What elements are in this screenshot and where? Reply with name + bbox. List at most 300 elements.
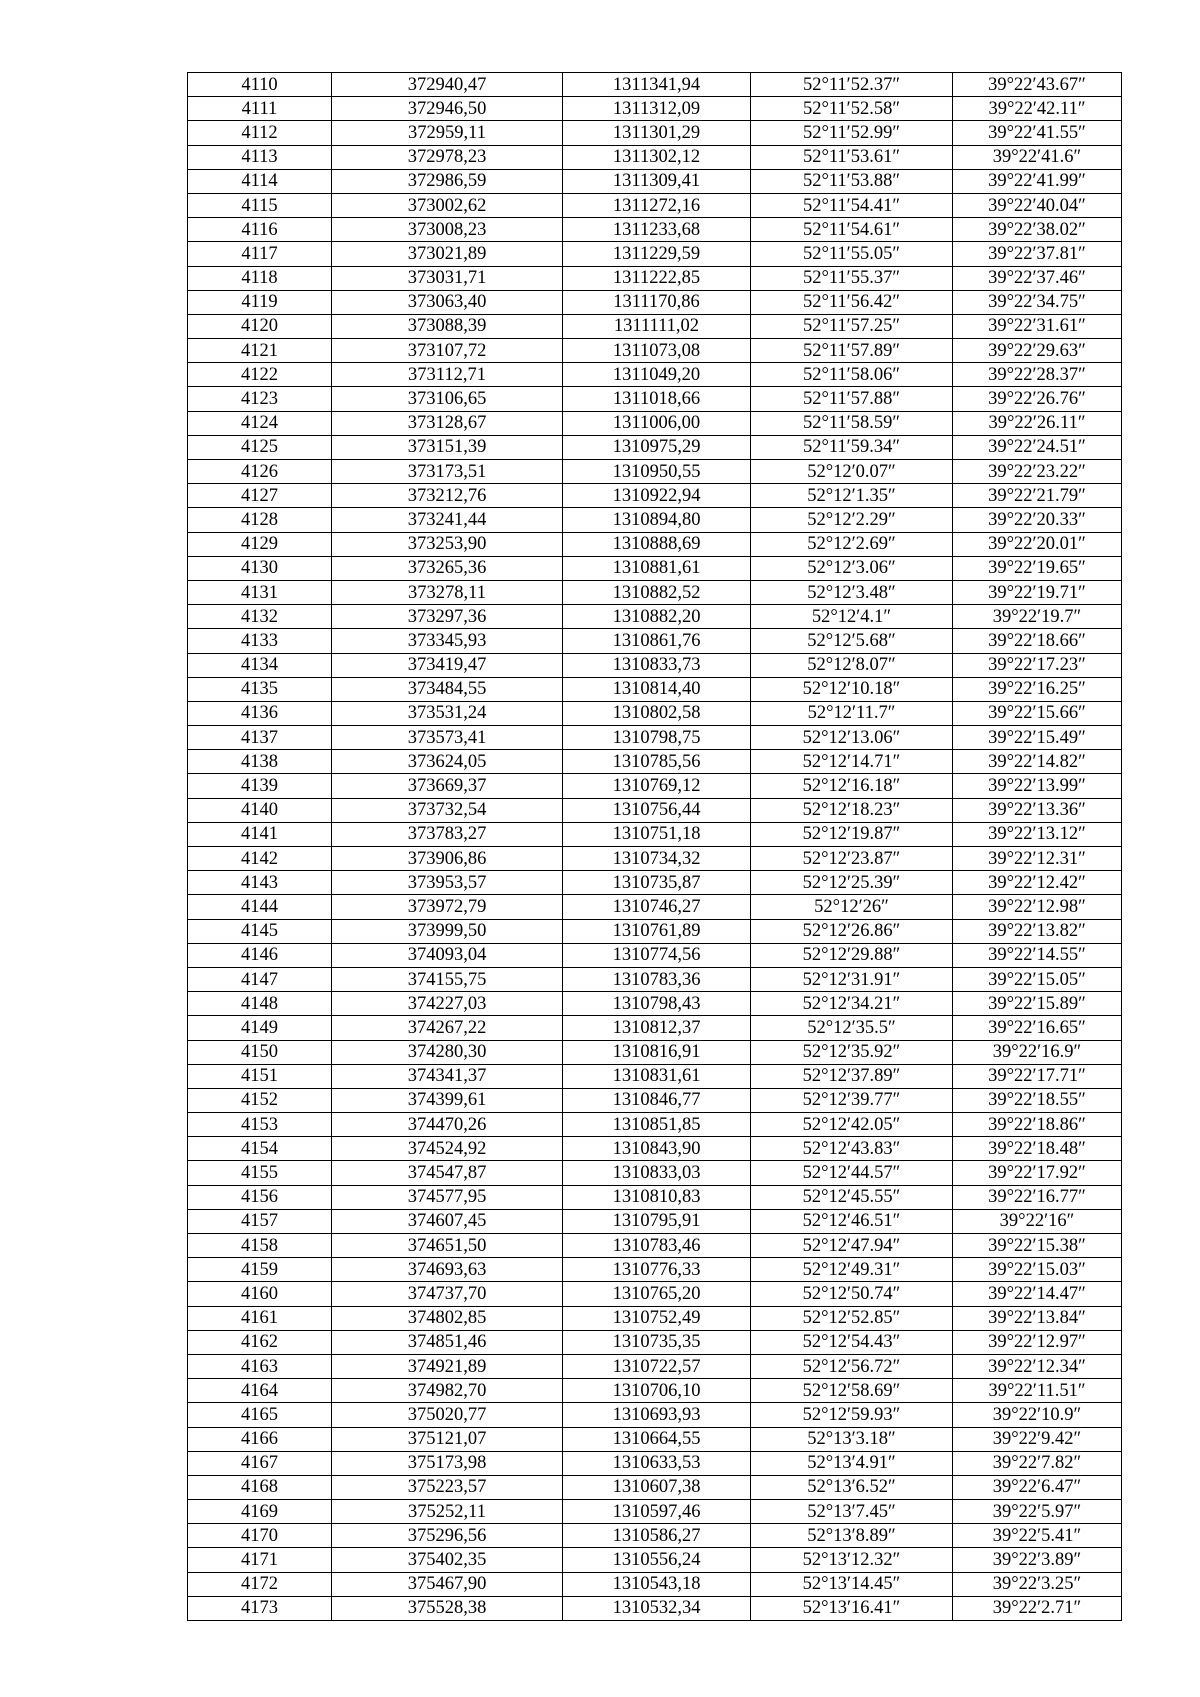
y-coordinate-cell: 1310664,55 <box>563 1427 751 1451</box>
x-coordinate-cell: 374802,85 <box>332 1306 563 1330</box>
latitude-cell: 52°12′19.87″ <box>751 822 953 846</box>
x-coordinate-cell: 373021,89 <box>332 242 563 266</box>
x-coordinate-cell: 374399,61 <box>332 1088 563 1112</box>
point-number-cell: 4114 <box>188 169 332 193</box>
longitude-cell: 39°22′7.82″ <box>953 1451 1122 1475</box>
latitude-cell: 52°12′47.94″ <box>751 1234 953 1258</box>
longitude-cell: 39°22′37.81″ <box>953 242 1122 266</box>
table-row <box>188 701 1122 725</box>
latitude-cell: 52°12′35.92″ <box>751 1040 953 1064</box>
point-number-cell: 4135 <box>188 677 332 701</box>
y-coordinate-cell: 1310597,46 <box>563 1500 751 1524</box>
y-coordinate-cell: 1311233,68 <box>563 218 751 242</box>
latitude-cell: 52°12′54.43″ <box>751 1330 953 1354</box>
y-coordinate-cell: 1310706,10 <box>563 1379 751 1403</box>
x-coordinate-cell: 375121,07 <box>332 1427 563 1451</box>
x-coordinate-cell: 373151,39 <box>332 435 563 459</box>
y-coordinate-cell: 1310861,76 <box>563 629 751 653</box>
point-number-cell: 4122 <box>188 363 332 387</box>
x-coordinate-cell: 373345,93 <box>332 629 563 653</box>
longitude-cell: 39°22′19.7″ <box>953 605 1122 629</box>
point-number-cell: 4150 <box>188 1040 332 1064</box>
y-coordinate-cell: 1310556,24 <box>563 1548 751 1572</box>
x-coordinate-cell: 372986,59 <box>332 169 563 193</box>
longitude-cell: 39°22′12.98″ <box>953 895 1122 919</box>
table-row <box>188 822 1122 846</box>
x-coordinate-cell: 373624,05 <box>332 750 563 774</box>
y-coordinate-cell: 1310950,55 <box>563 460 751 484</box>
table-row <box>188 387 1122 411</box>
longitude-cell: 39°22′3.89″ <box>953 1548 1122 1572</box>
longitude-cell: 39°22′13.36″ <box>953 798 1122 822</box>
y-coordinate-cell: 1310735,87 <box>563 871 751 895</box>
longitude-cell: 39°22′40.04″ <box>953 193 1122 217</box>
latitude-cell: 52°12′29.88″ <box>751 943 953 967</box>
table-row <box>188 750 1122 774</box>
latitude-cell: 52°12′35.5″ <box>751 1016 953 1040</box>
y-coordinate-cell: 1311222,85 <box>563 266 751 290</box>
x-coordinate-cell: 374607,45 <box>332 1209 563 1233</box>
x-coordinate-cell: 373212,76 <box>332 484 563 508</box>
table-row <box>188 605 1122 629</box>
y-coordinate-cell: 1311111,02 <box>563 314 751 338</box>
x-coordinate-cell: 375020,77 <box>332 1403 563 1427</box>
point-number-cell: 4131 <box>188 580 332 604</box>
longitude-cell: 39°22′18.86″ <box>953 1113 1122 1137</box>
x-coordinate-cell: 373107,72 <box>332 339 563 363</box>
point-number-cell: 4154 <box>188 1137 332 1161</box>
y-coordinate-cell: 1310633,53 <box>563 1451 751 1475</box>
longitude-cell: 39°22′15.89″ <box>953 992 1122 1016</box>
point-number-cell: 4112 <box>188 121 332 145</box>
x-coordinate-cell: 372940,47 <box>332 73 563 97</box>
y-coordinate-cell: 1311006,00 <box>563 411 751 435</box>
table-row <box>188 1379 1122 1403</box>
point-number-cell: 4155 <box>188 1161 332 1185</box>
longitude-cell: 39°22′26.11″ <box>953 411 1122 435</box>
point-number-cell: 4137 <box>188 726 332 750</box>
x-coordinate-cell: 373972,79 <box>332 895 563 919</box>
point-number-cell: 4152 <box>188 1088 332 1112</box>
point-number-cell: 4136 <box>188 701 332 725</box>
latitude-cell: 52°12′34.21″ <box>751 992 953 1016</box>
table-row <box>188 1403 1122 1427</box>
table-row <box>188 1137 1122 1161</box>
longitude-cell: 39°22′14.82″ <box>953 750 1122 774</box>
table-row <box>188 895 1122 919</box>
table-row <box>188 193 1122 217</box>
longitude-cell: 39°22′15.03″ <box>953 1258 1122 1282</box>
longitude-cell: 39°22′18.66″ <box>953 629 1122 653</box>
latitude-cell: 52°11′54.41″ <box>751 193 953 217</box>
y-coordinate-cell: 1310543,18 <box>563 1572 751 1596</box>
y-coordinate-cell: 1310783,36 <box>563 967 751 991</box>
point-number-cell: 4170 <box>188 1524 332 1548</box>
x-coordinate-cell: 372946,50 <box>332 97 563 121</box>
point-number-cell: 4153 <box>188 1113 332 1137</box>
point-number-cell: 4165 <box>188 1403 332 1427</box>
y-coordinate-cell: 1310734,32 <box>563 847 751 871</box>
point-number-cell: 4166 <box>188 1427 332 1451</box>
latitude-cell: 52°12′42.05″ <box>751 1113 953 1137</box>
y-coordinate-cell: 1310785,56 <box>563 750 751 774</box>
point-number-cell: 4172 <box>188 1572 332 1596</box>
latitude-cell: 52°12′18.23″ <box>751 798 953 822</box>
latitude-cell: 52°12′59.93″ <box>751 1403 953 1427</box>
table-row <box>188 1572 1122 1596</box>
longitude-cell: 39°22′5.97″ <box>953 1500 1122 1524</box>
latitude-cell: 52°12′2.29″ <box>751 508 953 532</box>
table-row <box>188 484 1122 508</box>
x-coordinate-cell: 374651,50 <box>332 1234 563 1258</box>
coordinates-table-body <box>188 73 1122 1621</box>
x-coordinate-cell: 375467,90 <box>332 1572 563 1596</box>
latitude-cell: 52°12′14.71″ <box>751 750 953 774</box>
latitude-cell: 52°12′44.57″ <box>751 1161 953 1185</box>
point-number-cell: 4129 <box>188 532 332 556</box>
x-coordinate-cell: 373106,65 <box>332 387 563 411</box>
y-coordinate-cell: 1310752,49 <box>563 1306 751 1330</box>
table-row <box>188 677 1122 701</box>
longitude-cell: 39°22′24.51″ <box>953 435 1122 459</box>
latitude-cell: 52°12′3.48″ <box>751 580 953 604</box>
x-coordinate-cell: 374921,89 <box>332 1354 563 1378</box>
x-coordinate-cell: 374341,37 <box>332 1064 563 1088</box>
point-number-cell: 4145 <box>188 919 332 943</box>
point-number-cell: 4138 <box>188 750 332 774</box>
point-number-cell: 4118 <box>188 266 332 290</box>
longitude-cell: 39°22′38.02″ <box>953 218 1122 242</box>
table-row <box>188 1354 1122 1378</box>
longitude-cell: 39°22′21.79″ <box>953 484 1122 508</box>
y-coordinate-cell: 1310761,89 <box>563 919 751 943</box>
point-number-cell: 4142 <box>188 847 332 871</box>
longitude-cell: 39°22′41.99″ <box>953 169 1122 193</box>
x-coordinate-cell: 374267,22 <box>332 1016 563 1040</box>
y-coordinate-cell: 1310746,27 <box>563 895 751 919</box>
x-coordinate-cell: 373002,62 <box>332 193 563 217</box>
table-row <box>188 1185 1122 1209</box>
longitude-cell: 39°22′13.82″ <box>953 919 1122 943</box>
point-number-cell: 4171 <box>188 1548 332 1572</box>
table-row <box>188 1040 1122 1064</box>
y-coordinate-cell: 1310735,35 <box>563 1330 751 1354</box>
latitude-cell: 52°12′49.31″ <box>751 1258 953 1282</box>
table-row <box>188 1016 1122 1040</box>
latitude-cell: 52°13′16.41″ <box>751 1596 953 1620</box>
longitude-cell: 39°22′18.55″ <box>953 1088 1122 1112</box>
longitude-cell: 39°22′13.12″ <box>953 822 1122 846</box>
y-coordinate-cell: 1310751,18 <box>563 822 751 846</box>
latitude-cell: 52°13′12.32″ <box>751 1548 953 1572</box>
y-coordinate-cell: 1310765,20 <box>563 1282 751 1306</box>
y-coordinate-cell: 1311049,20 <box>563 363 751 387</box>
point-number-cell: 4162 <box>188 1330 332 1354</box>
longitude-cell: 39°22′17.71″ <box>953 1064 1122 1088</box>
table-row <box>188 169 1122 193</box>
latitude-cell: 52°12′11.7″ <box>751 701 953 725</box>
latitude-cell: 52°11′52.99″ <box>751 121 953 145</box>
longitude-cell: 39°22′41.6″ <box>953 145 1122 169</box>
point-number-cell: 4148 <box>188 992 332 1016</box>
y-coordinate-cell: 1310693,93 <box>563 1403 751 1427</box>
table-row <box>188 726 1122 750</box>
table-row <box>188 266 1122 290</box>
longitude-cell: 39°22′23.22″ <box>953 460 1122 484</box>
table-row <box>188 411 1122 435</box>
table-row <box>188 218 1122 242</box>
x-coordinate-cell: 373112,71 <box>332 363 563 387</box>
y-coordinate-cell: 1310769,12 <box>563 774 751 798</box>
latitude-cell: 52°11′58.59″ <box>751 411 953 435</box>
table-row <box>188 943 1122 967</box>
x-coordinate-cell: 373732,54 <box>332 798 563 822</box>
latitude-cell: 52°11′58.06″ <box>751 363 953 387</box>
y-coordinate-cell: 1311309,41 <box>563 169 751 193</box>
point-number-cell: 4125 <box>188 435 332 459</box>
x-coordinate-cell: 374524,92 <box>332 1137 563 1161</box>
y-coordinate-cell: 1310810,83 <box>563 1185 751 1209</box>
y-coordinate-cell: 1310851,85 <box>563 1113 751 1137</box>
table-row <box>188 363 1122 387</box>
point-number-cell: 4117 <box>188 242 332 266</box>
table-row <box>188 1064 1122 1088</box>
y-coordinate-cell: 1311312,09 <box>563 97 751 121</box>
latitude-cell: 52°12′25.39″ <box>751 871 953 895</box>
longitude-cell: 39°22′16″ <box>953 1209 1122 1233</box>
table-row <box>188 1548 1122 1572</box>
table-row <box>188 435 1122 459</box>
latitude-cell: 52°12′50.74″ <box>751 1282 953 1306</box>
point-number-cell: 4173 <box>188 1596 332 1620</box>
point-number-cell: 4159 <box>188 1258 332 1282</box>
point-number-cell: 4116 <box>188 218 332 242</box>
longitude-cell: 39°22′14.47″ <box>953 1282 1122 1306</box>
y-coordinate-cell: 1311229,59 <box>563 242 751 266</box>
longitude-cell: 39°22′26.76″ <box>953 387 1122 411</box>
point-number-cell: 4157 <box>188 1209 332 1233</box>
latitude-cell: 52°12′37.89″ <box>751 1064 953 1088</box>
longitude-cell: 39°22′37.46″ <box>953 266 1122 290</box>
longitude-cell: 39°22′18.48″ <box>953 1137 1122 1161</box>
longitude-cell: 39°22′42.11″ <box>953 97 1122 121</box>
y-coordinate-cell: 1310846,77 <box>563 1088 751 1112</box>
table-row <box>188 145 1122 169</box>
y-coordinate-cell: 1310795,91 <box>563 1209 751 1233</box>
x-coordinate-cell: 374982,70 <box>332 1379 563 1403</box>
x-coordinate-cell: 373265,36 <box>332 556 563 580</box>
point-number-cell: 4132 <box>188 605 332 629</box>
y-coordinate-cell: 1311018,66 <box>563 387 751 411</box>
y-coordinate-cell: 1311272,16 <box>563 193 751 217</box>
table-row <box>188 871 1122 895</box>
table-row <box>188 556 1122 580</box>
table-row <box>188 339 1122 363</box>
point-number-cell: 4146 <box>188 943 332 967</box>
longitude-cell: 39°22′17.23″ <box>953 653 1122 677</box>
x-coordinate-cell: 373031,71 <box>332 266 563 290</box>
coordinates-table <box>187 72 1122 1621</box>
y-coordinate-cell: 1310843,90 <box>563 1137 751 1161</box>
x-coordinate-cell: 374093,04 <box>332 943 563 967</box>
latitude-cell: 52°13′7.45″ <box>751 1500 953 1524</box>
x-coordinate-cell: 375173,98 <box>332 1451 563 1475</box>
table-row <box>188 1427 1122 1451</box>
point-number-cell: 4143 <box>188 871 332 895</box>
table-row <box>188 774 1122 798</box>
longitude-cell: 39°22′29.63″ <box>953 339 1122 363</box>
x-coordinate-cell: 373241,44 <box>332 508 563 532</box>
longitude-cell: 39°22′12.42″ <box>953 871 1122 895</box>
y-coordinate-cell: 1310833,73 <box>563 653 751 677</box>
longitude-cell: 39°22′16.65″ <box>953 1016 1122 1040</box>
point-number-cell: 4120 <box>188 314 332 338</box>
x-coordinate-cell: 374155,75 <box>332 967 563 991</box>
y-coordinate-cell: 1310722,57 <box>563 1354 751 1378</box>
latitude-cell: 52°12′52.85″ <box>751 1306 953 1330</box>
latitude-cell: 52°11′52.37″ <box>751 73 953 97</box>
latitude-cell: 52°13′8.89″ <box>751 1524 953 1548</box>
x-coordinate-cell: 374227,03 <box>332 992 563 1016</box>
latitude-cell: 52°13′6.52″ <box>751 1475 953 1499</box>
y-coordinate-cell: 1310816,91 <box>563 1040 751 1064</box>
latitude-cell: 52°11′56.42″ <box>751 290 953 314</box>
latitude-cell: 52°13′4.91″ <box>751 1451 953 1475</box>
longitude-cell: 39°22′12.97″ <box>953 1330 1122 1354</box>
latitude-cell: 52°12′13.06″ <box>751 726 953 750</box>
x-coordinate-cell: 374470,26 <box>332 1113 563 1137</box>
y-coordinate-cell: 1310814,40 <box>563 677 751 701</box>
longitude-cell: 39°22′19.65″ <box>953 556 1122 580</box>
x-coordinate-cell: 373999,50 <box>332 919 563 943</box>
latitude-cell: 52°12′45.55″ <box>751 1185 953 1209</box>
latitude-cell: 52°11′54.61″ <box>751 218 953 242</box>
longitude-cell: 39°22′13.99″ <box>953 774 1122 798</box>
longitude-cell: 39°22′28.37″ <box>953 363 1122 387</box>
point-number-cell: 4163 <box>188 1354 332 1378</box>
x-coordinate-cell: 375296,56 <box>332 1524 563 1548</box>
latitude-cell: 52°12′5.68″ <box>751 629 953 653</box>
table-row <box>188 1500 1122 1524</box>
longitude-cell: 39°22′15.38″ <box>953 1234 1122 1258</box>
y-coordinate-cell: 1310922,94 <box>563 484 751 508</box>
latitude-cell: 52°12′43.83″ <box>751 1137 953 1161</box>
table-row <box>188 97 1122 121</box>
latitude-cell: 52°12′31.91″ <box>751 967 953 991</box>
point-number-cell: 4133 <box>188 629 332 653</box>
longitude-cell: 39°22′16.77″ <box>953 1185 1122 1209</box>
point-number-cell: 4147 <box>188 967 332 991</box>
point-number-cell: 4149 <box>188 1016 332 1040</box>
y-coordinate-cell: 1310881,61 <box>563 556 751 580</box>
table-row <box>188 580 1122 604</box>
x-coordinate-cell: 373573,41 <box>332 726 563 750</box>
x-coordinate-cell: 373531,24 <box>332 701 563 725</box>
point-number-cell: 4130 <box>188 556 332 580</box>
table-row <box>188 1306 1122 1330</box>
table-row <box>188 242 1122 266</box>
longitude-cell: 39°22′16.25″ <box>953 677 1122 701</box>
table-row <box>188 1161 1122 1185</box>
table-row <box>188 798 1122 822</box>
point-number-cell: 4140 <box>188 798 332 822</box>
x-coordinate-cell: 373906,86 <box>332 847 563 871</box>
longitude-cell: 39°22′3.25″ <box>953 1572 1122 1596</box>
point-number-cell: 4139 <box>188 774 332 798</box>
table-row <box>188 314 1122 338</box>
latitude-cell: 52°12′23.87″ <box>751 847 953 871</box>
x-coordinate-cell: 373953,57 <box>332 871 563 895</box>
longitude-cell: 39°22′15.49″ <box>953 726 1122 750</box>
y-coordinate-cell: 1310532,34 <box>563 1596 751 1620</box>
point-number-cell: 4156 <box>188 1185 332 1209</box>
table-row <box>188 1451 1122 1475</box>
longitude-cell: 39°22′43.67″ <box>953 73 1122 97</box>
point-number-cell: 4134 <box>188 653 332 677</box>
y-coordinate-cell: 1311073,08 <box>563 339 751 363</box>
x-coordinate-cell: 374737,70 <box>332 1282 563 1306</box>
x-coordinate-cell: 373278,11 <box>332 580 563 604</box>
point-number-cell: 4126 <box>188 460 332 484</box>
longitude-cell: 39°22′6.47″ <box>953 1475 1122 1499</box>
x-coordinate-cell: 373088,39 <box>332 314 563 338</box>
latitude-cell: 52°13′3.18″ <box>751 1427 953 1451</box>
longitude-cell: 39°22′20.01″ <box>953 532 1122 556</box>
point-number-cell: 4158 <box>188 1234 332 1258</box>
latitude-cell: 52°12′26″ <box>751 895 953 919</box>
y-coordinate-cell: 1311301,29 <box>563 121 751 145</box>
table-row <box>188 1330 1122 1354</box>
y-coordinate-cell: 1310888,69 <box>563 532 751 556</box>
table-row <box>188 1524 1122 1548</box>
x-coordinate-cell: 374851,46 <box>332 1330 563 1354</box>
point-number-cell: 4128 <box>188 508 332 532</box>
latitude-cell: 52°11′53.61″ <box>751 145 953 169</box>
point-number-cell: 4151 <box>188 1064 332 1088</box>
x-coordinate-cell: 375223,57 <box>332 1475 563 1499</box>
longitude-cell: 39°22′31.61″ <box>953 314 1122 338</box>
point-number-cell: 4161 <box>188 1306 332 1330</box>
y-coordinate-cell: 1310882,20 <box>563 605 751 629</box>
latitude-cell: 52°12′3.06″ <box>751 556 953 580</box>
table-row <box>188 1113 1122 1137</box>
latitude-cell: 52°12′10.18″ <box>751 677 953 701</box>
point-number-cell: 4168 <box>188 1475 332 1499</box>
point-number-cell: 4141 <box>188 822 332 846</box>
y-coordinate-cell: 1310882,52 <box>563 580 751 604</box>
table-row <box>188 1234 1122 1258</box>
latitude-cell: 52°12′58.69″ <box>751 1379 953 1403</box>
y-coordinate-cell: 1310774,56 <box>563 943 751 967</box>
x-coordinate-cell: 374693,63 <box>332 1258 563 1282</box>
longitude-cell: 39°22′14.55″ <box>953 943 1122 967</box>
point-number-cell: 4127 <box>188 484 332 508</box>
latitude-cell: 52°11′55.37″ <box>751 266 953 290</box>
x-coordinate-cell: 373783,27 <box>332 822 563 846</box>
x-coordinate-cell: 374280,30 <box>332 1040 563 1064</box>
x-coordinate-cell: 373063,40 <box>332 290 563 314</box>
longitude-cell: 39°22′2.71″ <box>953 1596 1122 1620</box>
y-coordinate-cell: 1310783,46 <box>563 1234 751 1258</box>
point-number-cell: 4115 <box>188 193 332 217</box>
latitude-cell: 52°11′57.25″ <box>751 314 953 338</box>
longitude-cell: 39°22′41.55″ <box>953 121 1122 145</box>
latitude-cell: 52°12′1.35″ <box>751 484 953 508</box>
x-coordinate-cell: 372959,11 <box>332 121 563 145</box>
point-number-cell: 4169 <box>188 1500 332 1524</box>
table-row <box>188 121 1122 145</box>
y-coordinate-cell: 1310975,29 <box>563 435 751 459</box>
